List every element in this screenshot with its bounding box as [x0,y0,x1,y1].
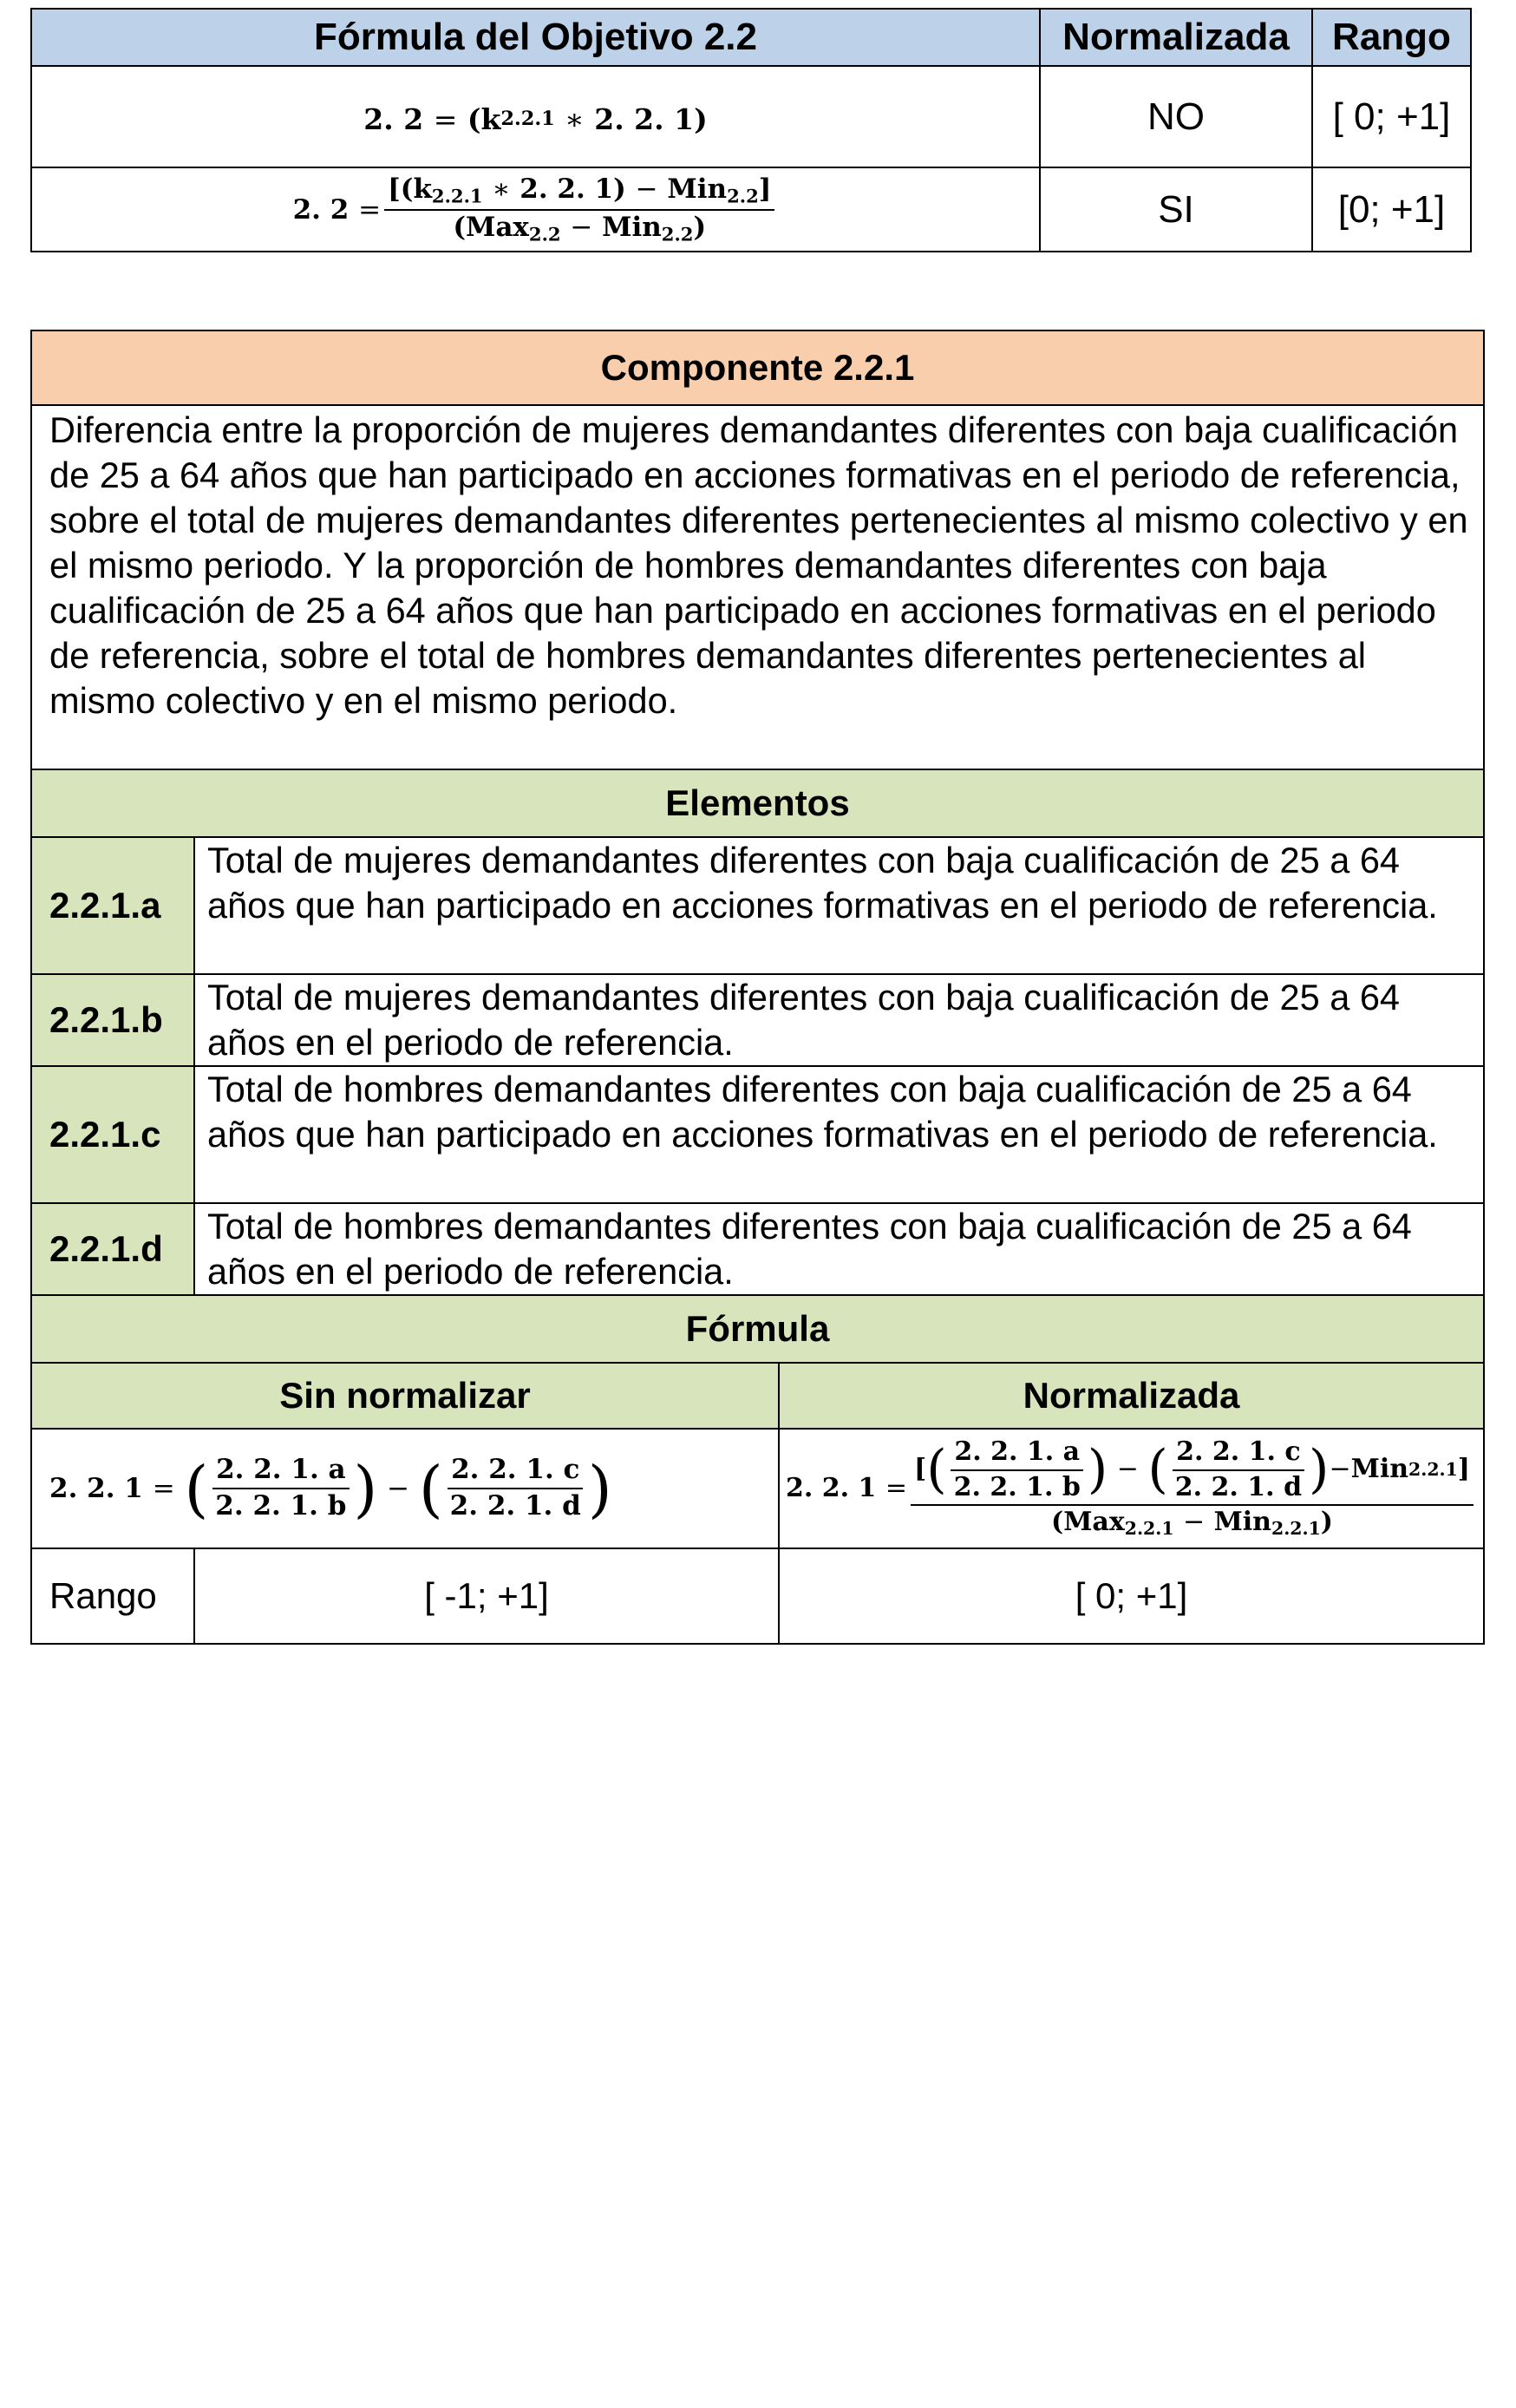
formula-unnormalized-cell [31,66,1040,167]
range-row [31,1548,1484,1644]
element-code: 2.2.1.d [31,1203,194,1295]
range-value: [ 0; +1] [1312,66,1471,167]
formula-normalized-cell [31,167,1040,252]
objective-formula-table [30,8,1472,252]
element-code: 2.2.1.c [31,1066,194,1203]
element-description: Total de mujeres demandantes diferentes con baja cualificación de 25 a 64 años en el periodo de referencia. [194,974,1484,1066]
formula-column-header: Fórmula del Objetivo 2.2 [31,9,1040,66]
formula-row [31,1429,1484,1548]
normalized-flag: NO [1040,66,1312,167]
element-code: 2.2.1.b [31,974,194,1066]
range-normalized: [ 0; +1] [779,1548,1484,1644]
normalized-flag: SI [1040,167,1312,252]
formula-header: Fórmula [31,1295,1484,1363]
table-row [31,66,1471,167]
component-description: Diferencia entre la proporción de mujeres demandantes diferentes con baja cualificación de 25 a 64 años que han participado en acciones formativas en el periodo de referencia, sobre el total de mujeres demandantes diferentes pertenecientes al mismo colectivo y en el mismo periodo. Y la proporción de hombres demandantes diferentes con baja cualificación de 25 a 64 años que han participado en acciones formativas en el periodo de referencia, sobre el total de hombres demandantes diferentes pertenecientes al mismo colectivo y en el mismo periodo. [31,405,1484,769]
element-description: Total de hombres demandantes diferentes con baja cualificación de 25 a 64 años en el periodo de referencia. [194,1203,1484,1295]
range-value: [0; +1] [1312,167,1471,252]
objective-formula-unnormalized: 2. 2 = ( k 2.2.1 ∗ 2. 2. 1 ) [363,101,708,136]
elements-header: Elementos [31,769,1484,837]
range-unnormalized: [ -1; +1] [194,1548,779,1644]
element-description: Total de mujeres demandantes diferentes con baja cualificación de 25 a 64 años que han participado en acciones formativas en el periodo de referencia. [194,837,1484,974]
component-table [30,330,1485,1645]
objective-formula-normalized: 2. 2 = $\frac{[(k_{2.2.1} ∗ 2. 2. 1) - Min_{2.2}]}{(Max_{2.2} - Min_{2.2})}$ [293,174,779,245]
formula-normalized-cell [779,1429,1484,1548]
component-formula-unnormalized: 2. 2. 1 = ( $\frac{2. 2. 1. a}{2. 2. 1. b}$ ) − ( $\frac{2. 2. 1. c}{2. 2. 1. d}$ ) [49,1452,612,1525]
element-description: Total de hombres demandantes diferentes con baja cualificación de 25 a 64 años que han participado en acciones formativas en el periodo de referencia. [194,1066,1484,1203]
table-row [31,974,1484,1066]
table-row [31,167,1471,252]
normalized-column-header: Normalizada [779,1363,1484,1429]
table-row [31,837,1484,974]
component-title: Componente 2.2.1 [31,330,1484,405]
unnormalized-column-header: Sin normalizar [31,1363,779,1429]
range-label: Rango [31,1548,194,1644]
range-column-header: Rango [1312,9,1471,66]
table-row [31,1066,1484,1203]
normalized-column-header: Normalizada [1040,9,1312,66]
component-formula-normalized: 2. 2. 1 = [ ( $\frac{2. 2. 1. a}{2. 2. 1. b}$ ) − ( $\frac{2. 2. 1. c}{2. 2. 1. d}$ ) − Min 2.2.1 ] (Max$_{2.2.1}$ − Min$_{2.2.1}$) [786,1437,1477,1540]
formula-unnormalized-cell [31,1429,779,1548]
element-code: 2.2.1.a [31,837,194,974]
table-row [31,1203,1484,1295]
